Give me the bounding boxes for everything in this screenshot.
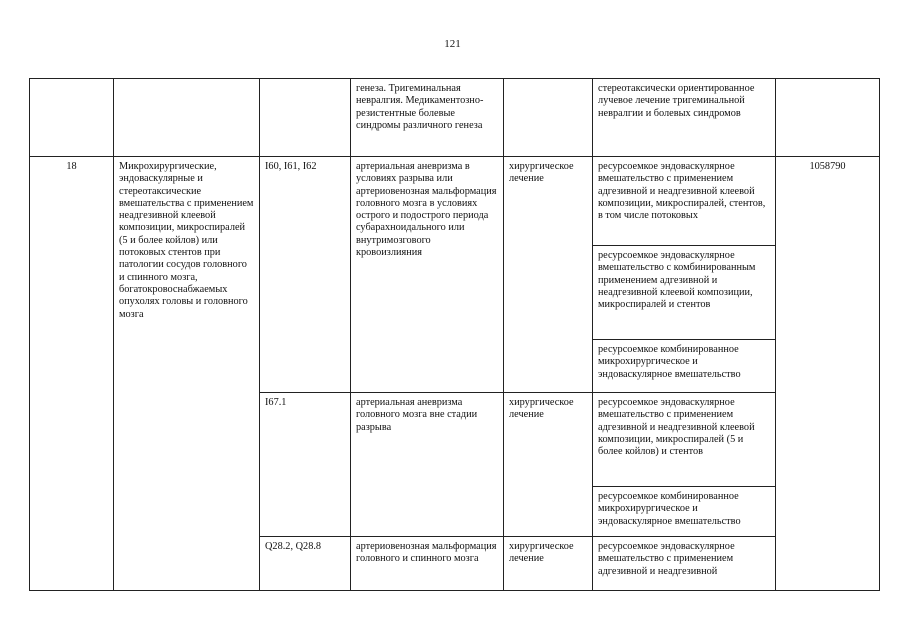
- disease-cell: генеза. Тригеминальная невралгия. Медикаментозно-резистентные болевые синдромы различного генеза: [351, 79, 504, 157]
- icd-codes: Q28.2, Q28.8: [260, 537, 351, 591]
- method-cell: ресурсоемкое эндоваскулярное вмешательство с комбинированным применением адгезивной и неадгезивной клеевой композиции, микроспиралей и стентов: [593, 246, 776, 340]
- method-cell: стереотаксически ориентированное лучевое лечение тригеминальной невралгии и болевых синдромов: [593, 79, 776, 157]
- method-cell: ресурсоемкое эндоваскулярное вмешательство с применением адгезивной и неадгезивной клеевой композиции, микроспиралей (5 и более койлов) и стентов: [593, 393, 776, 487]
- method-cell: ресурсоемкое эндоваскулярное вмешательство с применением адгезивной и неадгезивной: [593, 537, 776, 591]
- medical-care-table: [29, 78, 880, 591]
- group-name: Микрохирургические, эндоваскулярные и стереотаксические вмешательства с применением неадгезивной клеевой композиции, микроспиралей (5 и более койлов) или потоковых стентов при патологии сосудов головного и спинного мозга, богатокровоснабжаемых опухолях головы и головного мозга: [114, 157, 260, 591]
- cell-empty: [114, 79, 260, 157]
- disease-cell: артериальная аневризма головного мозга вне стадии разрыва: [351, 393, 504, 537]
- cell-empty: [30, 79, 114, 157]
- group-number: 18: [30, 157, 114, 591]
- method-cell: ресурсоемкое эндоваскулярное вмешательство с применением адгезивной и неадгезивной клеевой композиции, микроспиралей, стентов, в том числе потоковых: [593, 157, 776, 246]
- icd-codes: I60, I61, I62: [260, 157, 351, 393]
- treatment-type: хирургическое лечение: [504, 393, 593, 537]
- cell-empty: [776, 79, 880, 157]
- method-cell: ресурсоемкое комбинированное микрохирургическое и эндоваскулярное вмешательство: [593, 340, 776, 393]
- icd-codes: I67.1: [260, 393, 351, 537]
- treatment-type: хирургическое лечение: [504, 537, 593, 591]
- method-cell: ресурсоемкое комбинированное микрохирургическое и эндоваскулярное вмешательство: [593, 487, 776, 537]
- continuation-row: [30, 79, 880, 157]
- table-row: [30, 157, 880, 246]
- price-value: 1058790: [776, 157, 880, 591]
- cell-empty: [504, 79, 593, 157]
- disease-cell: артериальная аневризма в условиях разрыва или артериовенозная мальформация головного мозга в условиях острого и подострого периода субарахноидального или внутримозгового кровоизлияния: [351, 157, 504, 393]
- page-number: 121: [444, 38, 461, 50]
- cell-empty: [260, 79, 351, 157]
- disease-cell: артериовенозная мальформация головного и спинного мозга: [351, 537, 504, 591]
- treatment-type: хирургическое лечение: [504, 157, 593, 393]
